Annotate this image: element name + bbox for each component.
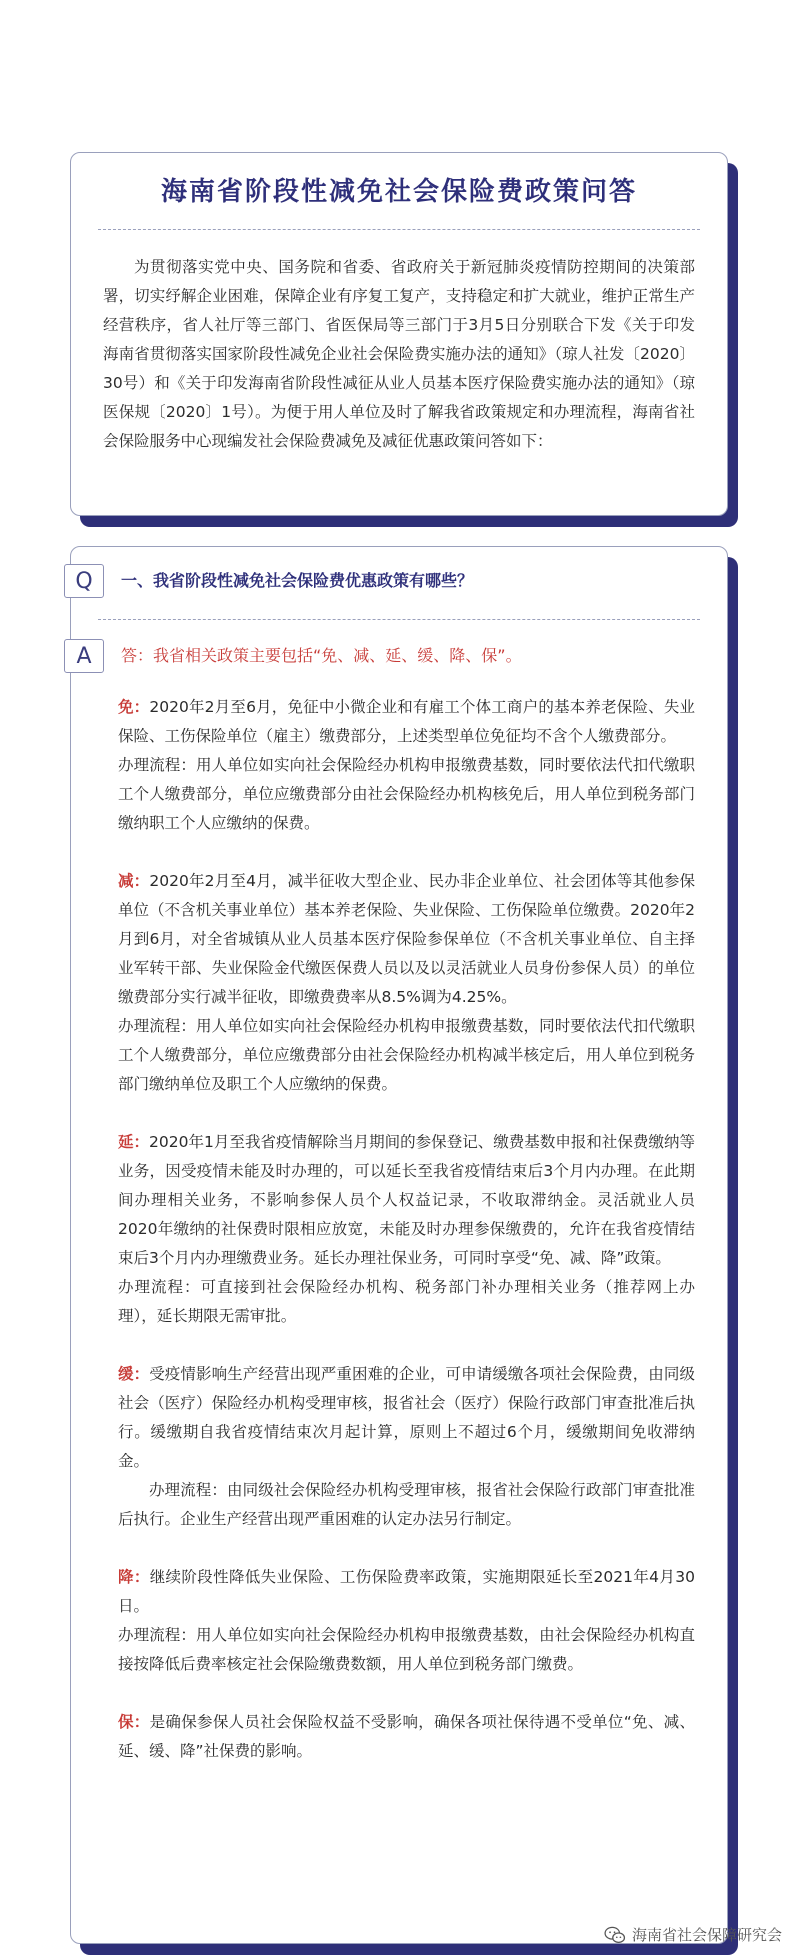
label-mian: 免： [118, 698, 150, 716]
text-huan: 受疫情影响生产经营出现严重困难的企业，可申请缓缴各项社会保险费，由同级社会（医疗）保险经办机构受理审核，报省社会（医疗）保险行政部门审查批准后执行。缓缴期自我省疫情结束次月起计算，原则上不超过6个月，缓缴期间免收滞纳金。 [118, 1365, 695, 1470]
process-huan: 办理流程：由同级社会保险经办机构受理审核，报省社会保险行政部门审查批准后执行。企业生产经营出现严重困难的认定办法另行制定。 [118, 1481, 695, 1528]
label-yan: 延： [118, 1133, 150, 1151]
section-yan [118, 1128, 695, 1273]
label-jiang: 降： [118, 1568, 150, 1586]
watermark [604, 1924, 782, 1945]
divider [98, 229, 700, 230]
process-yan: 办理流程：可直接到社会保险经办机构、税务部门补办理相关业务（推荐网上办理），延长期限无需审批。 [118, 1278, 695, 1325]
section-jiang [118, 1563, 695, 1621]
process-jiang: 办理流程：用人单位如实向社会保险经办机构申报缴费基数，由社会保险经办机构直接按降低后费率核定社会保险缴费数额，用人单位到税务部门缴费。 [118, 1626, 695, 1673]
section-mian [118, 693, 695, 751]
question-text: 一、我省阶段性减免社会保险费优惠政策有哪些？ [121, 571, 474, 590]
label-huan: 缓： [118, 1365, 150, 1383]
qa-card [70, 546, 728, 1944]
page-title: 海南省阶段性减免社会保险费政策问答 [160, 177, 637, 207]
process-mian: 办理流程：用人单位如实向社会保险经办机构申报缴费基数，同时要依法代扣代缴职工个人缴费部分，单位应缴费部分由社会保险经办机构核免后，用人单位到税务部门缴纳职工个人应缴纳的保费。 [118, 756, 695, 832]
text-yan: 2020年1月至我省疫情解除当月期间的参保登记、缴费基数申报和社保费缴纳等业务，因受疫情未能及时办理的，可以延长至我省疫情结束后3个月内办理。在此期间办理相关业务，不影响参保人员个人权益记录，不收取滞纳金。灵活就业人员2020年缴纳的社保费时限相应放宽，未能及时办理参保缴费的，允许在我省疫情结束后3个月内办理缴费业务。延长办理社保业务，可同时享受“免、减、降”政策。 [118, 1133, 695, 1267]
process-jian: 办理流程：用人单位如实向社会保险经办机构申报缴费基数，同时要依法代扣代缴职工个人缴费部分，单位应缴费部分由社会保险经办机构减半核定后，用人单位到税务部门缴纳单位及职工个人应缴纳的保费。 [118, 1017, 695, 1093]
text-jian: 2020年2月至4月，减半征收大型企业、民办非企业单位、社会团体等其他参保单位（不含机关事业单位）基本养老保险、失业保险、工伤保险单位缴费。2020年2月到6月，对全省城镇从业人员基本医疗保险参保单位（不含机关事业单位、自主择业军转干部、失业保险金代缴医保费人员以及以灵活就业人员身份参保人员）的单位缴费部分实行减半征收，即缴费费率从8.5%调为4.25%。 [118, 872, 695, 1006]
section-jian [118, 867, 695, 1012]
answer-text: 答：我省相关政策主要包括“免、减、延、缓、降、保”。 [121, 646, 522, 665]
watermark-text: 海南省社会保障研究会 [631, 1926, 782, 1944]
answer-body [118, 693, 695, 1766]
text-bao: 是确保参保人员社会保险权益不受影响，确保各项社保待遇不受单位“免、减、延、缓、降”社保费的影响。 [118, 1713, 695, 1760]
text-mian: 2020年2月至6月，免征中小微企业和有雇工个体工商户的基本养老保险、失业保险、工伤保险单位（雇主）缴费部分，上述类型单位免征均不含个人缴费部分。 [118, 698, 695, 745]
divider [98, 619, 700, 620]
label-jian: 减： [118, 872, 150, 890]
intro-paragraph: 为贯彻落实党中央、国务院和省委、省政府关于新冠肺炎疫情防控期间的决策部署，切实纾解企业困难，保障企业有序复工复产，支持稳定和扩大就业，维护正常生产经营秩序，省人社厅等三部门、省医保局等三部门于3月5日分别联合下发《关于印发海南省贯彻落实国家阶段性减免企业社会保险费实施办法的通知》（琼人社发〔2020〕30号）和《关于印发海南省阶段性减征从业人员基本医疗保险费实施办法的通知》（琼医保规〔2020〕1号）。为便于用人单位及时了解我省政策规定和办理流程，海南省社会保险服务中心现编发社会保险费减免及减征优惠政策问答如下： [103, 258, 695, 450]
label-bao: 保： [118, 1713, 150, 1731]
text-jiang: 继续阶段性降低失业保险、工伤保险费率政策，实施期限延长至2021年4月30日。 [118, 1568, 695, 1615]
section-huan [118, 1360, 695, 1476]
wechat-icon [604, 1926, 626, 1944]
q-badge: Q [64, 564, 104, 598]
intro-card [70, 152, 728, 516]
section-bao [118, 1708, 695, 1766]
a-badge: A [64, 639, 104, 673]
